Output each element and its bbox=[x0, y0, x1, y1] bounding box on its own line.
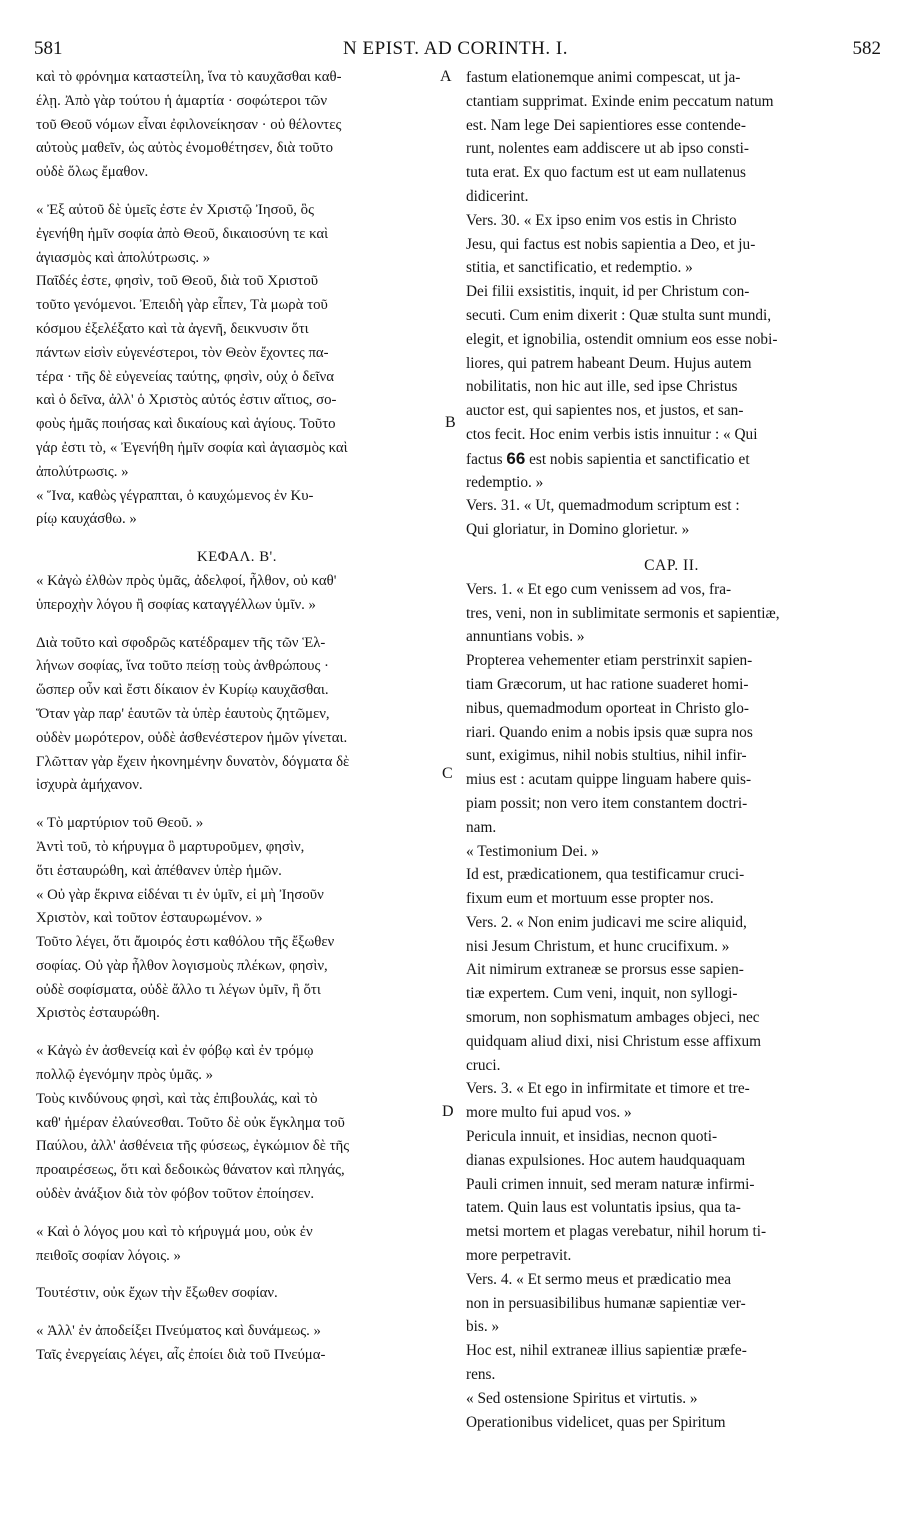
text-line: ρίῳ καυχάσθω. » bbox=[36, 511, 137, 528]
margin-letter-c: C bbox=[442, 765, 453, 782]
text-line: Vers. 4. « Et sermo meus et prædicatio mea bbox=[466, 1270, 732, 1288]
chapter-heading: CAP. II. bbox=[644, 556, 699, 574]
text-line: est. Nam lege Dei sapientiores esse contende- bbox=[466, 116, 746, 134]
text-line: Dei filii exsistitis, inquit, id per Christum con- bbox=[466, 283, 750, 301]
text-line: « Τὸ μαρτύριον τοῦ Θεοῦ. » bbox=[36, 815, 204, 832]
paragraph-gap bbox=[36, 532, 438, 546]
text-line: Hoc est, nihil extraneæ illius sapientiæ præfe- bbox=[466, 1342, 747, 1360]
text-line: more multo fui apud vos. » bbox=[466, 1104, 632, 1122]
text-line: Παύλου, ἀλλ' ἀσθένεια τῆς φύσεως, ἐγκώμιον δὲ τῆς bbox=[36, 1138, 350, 1155]
text-line: nisi Jesum Christum, et hunc crucifixum. » bbox=[466, 937, 730, 955]
text-line: Ait nimirum extraneæ se prorsus esse sapien- bbox=[466, 961, 744, 979]
text-line: tuta erat. Ex quo factum est ut eam nullatenus bbox=[466, 164, 746, 182]
text-line: « Κἀγὼ ἐν ἀσθενείᾳ καὶ ἐν φόβῳ καὶ ἐν τρόμῳ bbox=[36, 1043, 314, 1060]
text-line: stitia, et sanctificatio, et redemptio. » bbox=[466, 259, 693, 277]
text-line: smorum, non sophismatum ambages objeci, nec bbox=[466, 1009, 760, 1027]
text-line: bis. » bbox=[466, 1318, 500, 1336]
text-line: κόσμου ἐξελέξατο καὶ τὰ ἀγενῆ, δεικνυσιν ὅτι bbox=[36, 320, 309, 337]
text-line: ctantiam supprimat. Exinde enim peccatum natum bbox=[466, 92, 774, 110]
text-line: ἁγιασμὸς καὶ ἀπολύτρωσις. » bbox=[36, 249, 211, 266]
text-line: elegit, et ignobilia, ostendit omnium eos esse nobi- bbox=[466, 330, 778, 348]
text-line: ὑπεροχὴν λόγου ἢ σοφίας καταγγέλλων ὑμῖν. » bbox=[36, 596, 316, 613]
text-line: Vers. 1. « Et ego cum venissem ad vos, fra- bbox=[466, 580, 732, 598]
chapter-heading: ΚΕΦΑΛ. Β'. bbox=[197, 549, 277, 566]
text-line: « Οὐ γὰρ ἔκρινα εἰδέναι τι ἐν ὑμῖν, εἰ μὴ Ἰησοῦν bbox=[36, 886, 324, 903]
text-line: τοῦτο γενόμενοι. Ἐπειδὴ γὰρ εἶπεν, Τὰ μωρὰ τοῦ bbox=[36, 297, 328, 314]
text-line: auctor est, qui sapientes nos, et justos, et san- bbox=[466, 402, 744, 420]
text-line: Χριστὸν, καὶ τοῦτον ἐσταυρωμένον. » bbox=[36, 910, 263, 927]
text-line: fixum eum et mortuum esse propter nos. bbox=[466, 890, 714, 908]
text-line: Τουτέστιν, οὐκ ἔχων τὴν ἔξωθεν σοφίαν. bbox=[36, 1285, 278, 1302]
text-line: Operationibus videlicet, quas per Spiritum bbox=[466, 1413, 726, 1431]
text-line: Γλῶτταν γὰρ ἔχειν ἠκονημένην δυνατὸν, δόγματα δὲ bbox=[36, 753, 350, 770]
text-line: « Sed ostensione Spiritus et virtutis. » bbox=[466, 1389, 698, 1407]
text-line: Χριστὸς ἐσταυρώθη. bbox=[36, 1005, 160, 1022]
text-line: ctos fecit. Hoc enim verbis istis innuitur : « Qui bbox=[466, 425, 758, 443]
text-line: nobilitatis, non hic aut ille, sed ipse Christus bbox=[466, 378, 738, 396]
text-line: « Καὶ ὁ λόγος μου καὶ τὸ κήρυγμά μου, οὐκ ἐν bbox=[36, 1223, 313, 1240]
running-header bbox=[0, 38, 911, 64]
text-line: Id est, prædicationem, qua testificamur cruci- bbox=[466, 866, 745, 884]
text-line: οὐδὲ σοφίσματα, οὐδὲ ἄλλο τι λέγων ὑμῖν, ἢ ὅτι bbox=[36, 981, 321, 998]
text-line: οὐδὲν μωρότερον, οὐδὲ ἀσθενέστερον ἡμῶν γίνεται. bbox=[36, 729, 348, 746]
text-line: « Ἐξ αὐτοῦ δὲ ὑμεῖς ἐστε ἐν Χριστῷ Ἰησοῦ, ὃς bbox=[36, 201, 314, 218]
text-line: secuti. Cum enim dixerit : Quæ stulta sunt mundi, bbox=[466, 306, 772, 324]
text-line: nam. bbox=[466, 818, 497, 836]
page-mark: 66 bbox=[506, 448, 526, 468]
text-line: ὥσπερ οὖν καὶ ἔστι δίκαιον ἐν Κυρίῳ καυχᾶσθαι. bbox=[36, 682, 329, 699]
text-line: Propterea vehementer etiam perstrinxit sapien- bbox=[466, 652, 753, 670]
text-line: Vers. 2. « Non enim judicavi me scire aliquid, bbox=[466, 913, 747, 931]
text-line: Ὅταν γὰρ παρ' ἑαυτῶν τὰ ὑπὲρ ἑαυτοὺς ζητῶμεν, bbox=[36, 705, 330, 722]
latin-column bbox=[466, 66, 877, 1434]
text-line: Παῖδές ἐστε, φησὶν, τοῦ Θεοῦ, διὰ τοῦ Χριστοῦ bbox=[36, 273, 319, 290]
text-line: προαιρέσεως, ὅτι καὶ δεδοικὼς θάνατον καὶ πληγάς, bbox=[36, 1162, 345, 1179]
text-line: οὐδὲν ἀνάξιον διὰ τὸν φόβον τοῦτον ἐποίησεν. bbox=[36, 1186, 315, 1203]
text-line: Pericula innuit, et insidias, necnon quoti- bbox=[466, 1128, 718, 1146]
running-title: N EPIST. AD CORINTH. I. bbox=[343, 38, 568, 59]
text-line: Jesu, qui factus est nobis sapientia a Deo, et ju- bbox=[466, 235, 756, 253]
text-line: τέρα · τῆς δὲ εὐγενείας ταύτης, φησὶν, οὐχ ὁ δεῖνα bbox=[36, 368, 334, 385]
text-line: φοὺς ἡμᾶς ποιήσας καὶ δικαίους καὶ ἁγίους. Τοῦτο bbox=[36, 416, 336, 433]
text-line: non in persuasibilibus humanæ sapientiæ ver- bbox=[466, 1294, 746, 1312]
paragraph-gap bbox=[36, 1268, 438, 1282]
text-line: dianas expulsiones. Hoc autem haudquaquam bbox=[466, 1151, 746, 1169]
text-line: ἰσχυρὰ ἀμήχανον. bbox=[36, 777, 143, 794]
text-line: Ἀντὶ τοῦ, τὸ κήρυγμα ὃ μαρτυροῦμεν, φησὶν, bbox=[36, 838, 305, 855]
text-line: πολλῷ ἐγενόμην πρὸς ὑμᾶς. » bbox=[36, 1067, 213, 1084]
paragraph-gap bbox=[36, 1026, 438, 1040]
text-line: « Κἀγὼ ἐλθὼν πρὸς ὑμᾶς, ἀδελφοί, ἦλθον, οὐ καθ' bbox=[36, 572, 337, 589]
text-line: cruci. bbox=[466, 1056, 501, 1074]
text-line: fastum elationemque animi compescat, ut ja- bbox=[466, 69, 741, 86]
text-line: Qui gloriatur, in Domino glorietur. » bbox=[466, 521, 690, 539]
text-line: ἐγενήθη ἡμῖν σοφία ἀπὸ Θεοῦ, δικαιοσύνη τε καὶ bbox=[36, 225, 329, 242]
margin-letter-d: D bbox=[442, 1103, 454, 1120]
paragraph-gap bbox=[466, 542, 877, 554]
text-line: Τοῦτο λέγει, ὅτι ἄμοιρός ἐστι καθόλου τῆς ἔξωθεν bbox=[36, 934, 335, 951]
paragraph-gap bbox=[36, 798, 438, 812]
greek-column bbox=[36, 66, 438, 1368]
text-line: λήνων σοφίας, ἵνα τοῦτο πείσῃ τοὺς ἀνθρώπους · bbox=[36, 658, 329, 675]
text-line: mius est : acutam quippe linguam habere quis- bbox=[466, 771, 752, 789]
margin-letter-b: B bbox=[445, 414, 456, 431]
text-line: αὐτοὺς μαθεῖν, ὡς αὐτὸς ἐνομοθέτησεν, διὰ τοῦτο bbox=[36, 140, 333, 157]
text-line: Ταῖς ἐνεργείαις λέγει, αἷς ἐποίει διὰ τοῦ Πνεύμα- bbox=[36, 1347, 326, 1364]
text-line: metsi mortem et plagas verebatur, nihil horum ti- bbox=[466, 1223, 767, 1241]
text-line: « Testimonium Dei. » bbox=[466, 842, 599, 860]
text-line: nibus, quemadmodum oporteat in Christo glo- bbox=[466, 699, 749, 717]
text-line: more perpetravit. bbox=[466, 1247, 572, 1265]
text-line: Vers. 30. « Ex ipso enim vos estis in Christo bbox=[466, 211, 737, 229]
text-line: tres, veni, non in sublimitate sermonis et sapientiæ, bbox=[466, 604, 780, 622]
paragraph-gap bbox=[36, 618, 438, 632]
text-line: redemptio. » bbox=[466, 473, 544, 491]
text-line: rens. bbox=[466, 1366, 496, 1384]
text-line: Vers. 3. « Et ego in infirmitate et timore et tre- bbox=[466, 1080, 750, 1098]
text-line: οὐδὲ ὅλως ἔμαθον. bbox=[36, 164, 149, 181]
text-line: factus 66 est nobis sapientia et sanctificatio et bbox=[466, 447, 877, 471]
text-line: « Ἵνα, καθὼς γέγραπται, ὁ καυχώμενος ἐν Κυ- bbox=[36, 487, 314, 504]
page-number-left: 581 bbox=[34, 38, 63, 59]
text-line: σοφίας. Οὐ γὰρ ἦλθον λογισμοὺς πλέκων, φησὶν, bbox=[36, 957, 328, 974]
paragraph-gap bbox=[36, 1306, 438, 1320]
text-line: πειθοῖς σοφίαν λόγοις. » bbox=[36, 1247, 181, 1264]
text-line: καὶ ὁ δεῖνα, ἀλλ' ὁ Χριστὸς αὐτός ἐστιν αἴτιος, σο- bbox=[36, 392, 337, 409]
text-line: Διὰ τοῦτο καὶ σφοδρῶς κατέδραμεν τῆς τῶν Ἑλ- bbox=[36, 634, 326, 651]
text-line: runt, nolentes eam addiscere ut ab ipso consti- bbox=[466, 140, 749, 158]
paragraph-gap bbox=[36, 1207, 438, 1221]
text-line: έλῃ. Ἀπὸ γὰρ τούτου ἡ ἁμαρτία · σοφώτεροι τῶν bbox=[36, 92, 328, 109]
text-line: tatem. Quin laus est voluntatis ipsius, qua ta- bbox=[466, 1199, 741, 1217]
text-line: piam possit; non vero item constantem doctri- bbox=[466, 794, 748, 812]
text-line: πάντων εἰσὶν εὐγενέστεροι, τὸν Θεὸν ἔχοντες πα- bbox=[36, 344, 329, 361]
paragraph-gap bbox=[36, 185, 438, 199]
margin-letter-a: A bbox=[440, 68, 452, 85]
text-line: liores, qui patrem habeant Deum. Hujus autem bbox=[466, 354, 752, 372]
text-line: didicerint. bbox=[466, 187, 529, 205]
text-line: ὅτι ἐσταυρώθη, καὶ ἀπέθανεν ὑπὲρ ἡμῶν. bbox=[36, 862, 282, 879]
text-line: καθ' ἡμέραν ἐλαύνεσθαι. Τοῦτο δὲ οὐκ ἔγκλημα τοῦ bbox=[36, 1114, 345, 1131]
text-line: γάρ ἐστι τὸ, « Ἐγενήθη ἡμῖν σοφία καὶ ἁγιασμὸς καὶ bbox=[36, 439, 348, 456]
text-line: « Ἀλλ' ἐν ἀποδείξει Πνεύματος καὶ δυνάμεως. » bbox=[36, 1323, 321, 1340]
page-number-right: 582 bbox=[852, 38, 881, 59]
text-line: sunt, exigimus, nihil nobis stultius, nihil infir- bbox=[466, 747, 747, 765]
text-line: Τοὺς κινδύνους φησὶ, καὶ τὰς ἐπιβουλάς, καὶ τὸ bbox=[36, 1090, 318, 1107]
text-line: tiæ expertem. Cum veni, inquit, non syllogi- bbox=[466, 985, 738, 1003]
text-line: Vers. 31. « Ut, quemadmodum scriptum est : bbox=[466, 497, 740, 515]
text-line: quidquam aliud dixi, nisi Christum esse affixum bbox=[466, 1032, 762, 1050]
text-line: καὶ τὸ φρόνημα καταστείλη, ἵνα τὸ καυχᾶσθαι καθ- bbox=[36, 69, 342, 85]
text-line: riari. Quando enim a nobis ipsis quæ supra nos bbox=[466, 723, 753, 741]
text-line: Pauli crimen innuit, sed meram naturæ infirmi- bbox=[466, 1175, 755, 1193]
text-line: tiam Græcorum, ut hac ratione suaderet homi- bbox=[466, 675, 749, 693]
text-line: annuntians vobis. » bbox=[466, 628, 585, 646]
text-line: ἀπολύτρωσις. » bbox=[36, 463, 129, 480]
text-line: τοῦ Θεοῦ νόμων εἶναι ἐφιλονείκησαν · οὐ θέλοντες bbox=[36, 116, 342, 133]
